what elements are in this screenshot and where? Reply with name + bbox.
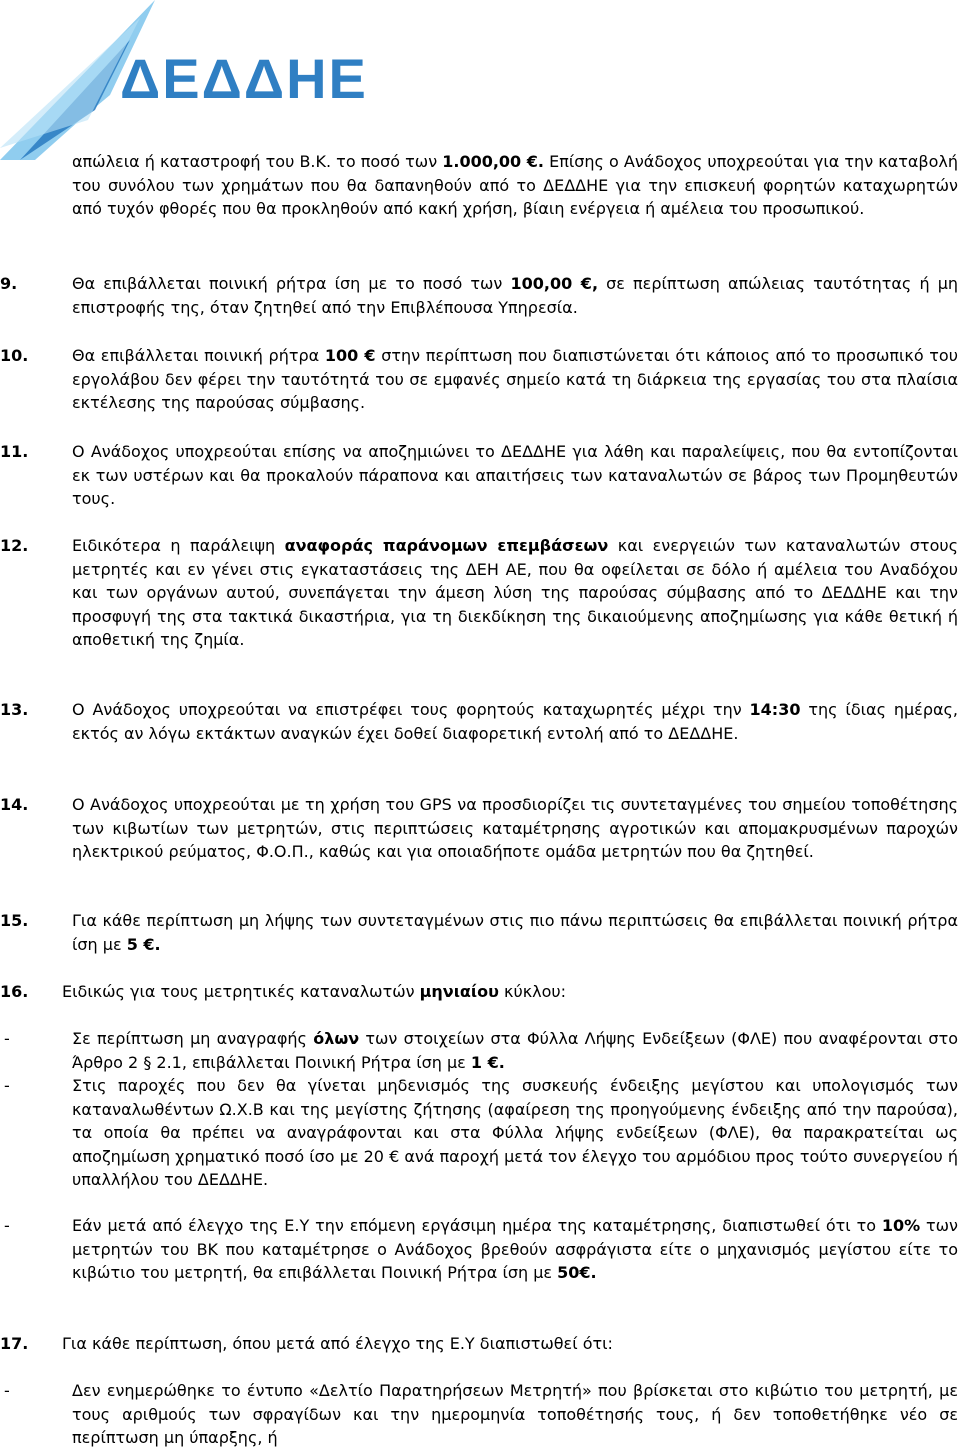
bold-phrase: μηνιαίου	[419, 982, 499, 1001]
clause-number: 9.	[0, 274, 18, 293]
bold-phrase: 1 €.	[470, 1052, 505, 1072]
clause-12-text: Ειδικότερα η παράλειψη αναφοράς παράνομων επεμβάσεων και ενεργειών των καταναλωτών στους μετρητές και εν γένει στις εγκαταστάσεις της ΔΕΗ ΑΕ, που θα οφείλεται σε δόλο ή αμέλεια του Αναδόχου και των οργάνων αυτού, συνεπάγεται την άμεση λύση της παρούσας σύμβασης από το ΔΕΔΔΗΕ και την προσφυγή της στα τακτικά δικαστήρια, για τη διεκδίκηση της δικαιούμενης αποζημίωσης για κάθε θετική ή αποθετική της ζημία.	[72, 536, 959, 650]
clause-number: 10.	[0, 346, 29, 365]
bold-phrase: 100,00 €,	[510, 274, 599, 293]
bullet-item-text: Στις παροχές που δεν θα γίνεται μηδενισμός της συσκευής ένδειξης μεγίστου και υπολογισμός των καταναλωθέντων Ω.Χ.Β και της μεγίστης ζήτησης (αφαίρεση της προηγούμενης ένδειξης από την παρούσα), τα οποία θα πρέπει να αναγράφονται και στα Φύλλα λήψης ενδείξεων (ΦΛΕ), θα παρακρατείται ως αποζημίωση χρηματικό ποσό ίσο με 20 € ανά παροχή μετά τον έλεγχο του αρμόδιου προς τούτο συνεργείου ή υπαλλήλου του ΔΕΔΔΗΕ.	[72, 1076, 958, 1190]
clause-number: 17.	[0, 1334, 29, 1353]
bullet-item-text: Δεν ενημερώθηκε το έντυπο «Δελτίο Παρατηρήσεων Μετρητή» που βρίσκεται στο κιβώτιο του μετρητή, με τους αριθμούς των σφραγίδων και την ημερομηνία τοποθέτησής τους, ή δεν τοποθετήθηκε νέο σε περίπτωση μη ύπαρξης, ή	[72, 1381, 958, 1448]
bullet-dash: -	[4, 1381, 10, 1400]
bold-phrase: 50€.	[557, 1263, 597, 1283]
logo-wordmark: ΔΕΔΔΗΕ	[120, 47, 368, 110]
bullet-item-text: Σε περίπτωση μη αναγραφής όλων των στοιχείων στα Φύλλα Λήψης Ενδείξεων (ΦΛΕ) που αναφέρονται στο Άρθρο 2 § 2.1, επιβάλλεται Ποινική Ρήτρα ίση με 1 €.	[72, 1029, 958, 1072]
bold-phrase: όλων	[313, 1029, 360, 1048]
bullet-dash: -	[4, 1216, 10, 1235]
bold-phrase: 1.000,00 €.	[442, 152, 544, 171]
clause-number: 14.	[0, 795, 29, 814]
paragraph-intro: απώλεια ή καταστροφή του Β.Κ. το ποσό των 1.000,00 €. Επίσης ο Ανάδοχος υποχρεούται για την καταβολή του συνόλου των χρημάτων που θα δαπανηθούν από το ΔΕΔΔΗΕ για την επισκευή φορητών καταχωρητών από τυχόν φθορές που θα προκληθούν από κακή χρήση, βίαιη ενέργεια ή αμέλεια του προσωπικού.	[72, 152, 959, 219]
bold-phrase: 5 €.	[126, 934, 161, 954]
clause-number: 11.	[0, 442, 29, 461]
bullet-item-text: Εάν μετά από έλεγχο της Ε.Υ την επόμενη εργάσιμη ημέρα της καταμέτρησης, διαπιστωθεί ότι το 10% των μετρητών του ΒΚ που καταμέτρησε ο Ανάδοχος βρεθούν ασφράγιστα είτε ο μηχανισμός μεγίστου είτε το κιβώτιο του μετρητή, θα επιβάλλεται Ποινική Ρήτρα ίση με 50€.	[72, 1216, 958, 1283]
clause-number: 16.	[0, 982, 29, 1001]
clause-17-text: Για κάθε περίπτωση, όπου μετά από έλεγχο της Ε.Υ διαπιστωθεί ότι:	[62, 1334, 613, 1353]
bullet-dash: -	[4, 1029, 10, 1048]
clause-14-text: Ο Ανάδοχος υποχρεούται με τη χρήση του GPS να προσδιορίζει τις συντεταγμένες του σημείου τοποθέτησης των κιβωτίων των μετρητών, στις περιπτώσεις καταμέτρησης αγροτικών και απομακρυσμένων παροχών ηλεκτρικού ρεύματος, Φ.Ο.Π., καθώς και για οποιαδήποτε ομάδα μετρητών που θα ζητηθεί.	[72, 795, 958, 862]
clause-13-text: Ο Ανάδοχος υποχρεούται να επιστρέφει τους φορητούς καταχωρητές μέχρι την 14:30 της ίδιας ημέρας, εκτός αν λόγω εκτάκτων αναγκών έχει δοθεί διαφορετική εντολή από το ΔΕΔΔΗΕ.	[72, 700, 958, 743]
bold-phrase: 14:30	[749, 700, 801, 719]
company-logo	[0, 0, 400, 160]
clause-number: 15.	[0, 911, 29, 930]
clause-15-text: Για κάθε περίπτωση μη λήψης των συντεταγμένων στις πιο πάνω περιπτώσεις θα επιβάλλεται ποινική ρήτρα ίση με 5 €.	[72, 911, 958, 954]
clause-11-text: Ο Ανάδοχος υποχρεούται επίσης να αποζημιώνει το ΔΕΔΔΗΕ για λάθη και παραλείψεις, που θα εντοπίζονται εκ των υστέρων και θα προκαλούν πάραπονα και απαιτήσεις των καταναλωτών σε βάρος των Προμηθευτών τους.	[72, 442, 958, 509]
clause-9-text: Θα επιβάλλεται ποινική ρήτρα ίση με το ποσό των 100,00 €, σε περίπτωση απώλειας ταυτότητας ή μη επιστροφής της, όταν ζητηθεί από την Επιβλέπουσα Υπηρεσία.	[72, 274, 959, 317]
bold-phrase: 10%	[881, 1216, 921, 1235]
bullet-dash: -	[4, 1076, 10, 1095]
clause-10-text: Θα επιβάλλεται ποινική ρήτρα 100 € στην περίπτωση που διαπιστώνεται ότι κάποιος από το προσωπικό του εργολάβου δεν φέρει την ταυτότητά του σε εμφανές σημείο κατά τη διάρκεια της εργασίας του στα πλαίσια εκτέλεσης της παρούσας σύμβασης.	[72, 346, 958, 413]
clause-16-text: Ειδικώς για τους μετρητικές καταναλωτών μηνιαίου κύκλου:	[62, 982, 567, 1001]
clause-number: 13.	[0, 700, 29, 719]
lightning-logo-icon	[0, 0, 400, 160]
clause-number: 12.	[0, 536, 29, 555]
bold-phrase: αναφοράς παράνομων επεμβάσεων	[284, 536, 609, 555]
bold-phrase: 100 €	[324, 346, 376, 365]
